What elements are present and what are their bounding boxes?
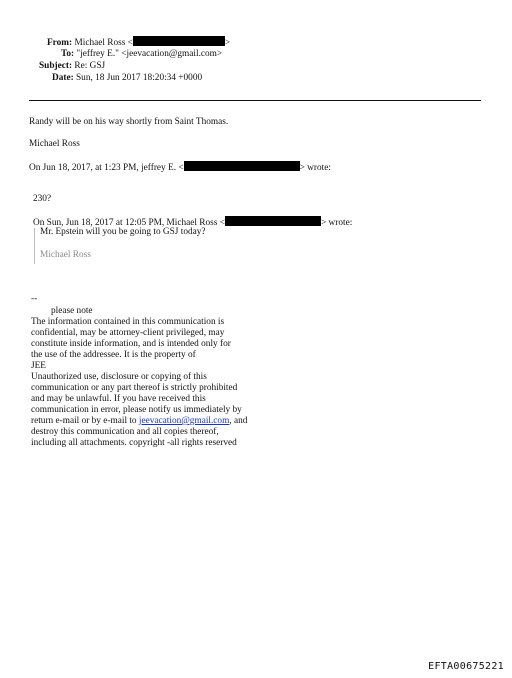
quote-header-1 [29,161,331,174]
disclaimer-line: constitute inside information, and is intended only for [31,339,231,349]
disclaimer-line: Unauthorized use, disclosure or copying of this [31,372,207,382]
to-value: "jeffrey E." <jeevacation@gmail.com> [76,49,223,59]
header-subject [39,60,105,72]
disclaimer-line: JEE [31,361,46,371]
quote-bar [34,228,35,264]
date-value: Sun, 18 Jun 2017 18:20:34 +0000 [76,73,203,83]
quoted-line: Mr. Epstein will you be going to GSJ today? [40,227,206,237]
email-line-suffix: , and [229,416,248,426]
disclaimer-note: please note [51,306,93,316]
quote-header-2-prefix: On Sun, Jun 18, 2017 at 12:05 PM, Michael Ross < [33,218,225,228]
disclaimer-email-line [31,416,247,427]
header-divider [29,100,481,101]
quote-header-1-suffix: > wrote: [299,163,331,173]
header-date [52,72,202,84]
disclaimer-line: confidential, may be attorney-client privileged, may [31,328,225,338]
reply-line: 230? [33,194,52,204]
quote-header-1-prefix: On Jun 18, 2017, at 1:23 PM, jeffrey E. < [29,163,184,173]
from-close: > [224,38,231,48]
disclaimer-line: communication or any part thereof is strictly prohibited [31,383,238,393]
subject-label: Subject: [39,61,73,71]
quoted-signature: Michael Ross [40,250,91,260]
disclaimer-line: communication in error, please notify us immediately by [31,405,242,415]
subject-value: Re: GSJ [74,61,106,71]
header-to [61,48,222,60]
disclaimer-line: The information contained in this communication is [31,317,225,327]
disclaimer-line: the use of the addressee. It is the property of [31,350,196,360]
redaction-box [133,36,225,46]
document-id: EFTA00675221 [428,661,504,672]
disclaimer-line: and may be unlawful. If you have received this [31,394,206,404]
redaction-box [225,216,321,226]
message-signature: Michael Ross [29,139,80,149]
message-line: Randy will be on his way shortly from Saint Thomas. [29,117,229,127]
signature-separator: -- [31,294,38,304]
disclaimer-line: including all attachments. copyright -all rights reserved [31,438,237,448]
email-line-prefix: return e-mail or by e-mail to [31,416,139,426]
disclaimer-text [31,317,247,449]
to-label: To: [61,49,75,59]
redaction-box [184,161,300,171]
from-label: From: [47,38,73,48]
quote-header-2-suffix: > wrote: [320,218,353,228]
disclaimer-line: destroy this communication and all copies thereof, [31,427,219,437]
email-link[interactable]: jeevacation@gmail.com [138,416,230,426]
from-value: Michael Ross < [74,38,133,48]
date-label: Date: [52,73,74,83]
